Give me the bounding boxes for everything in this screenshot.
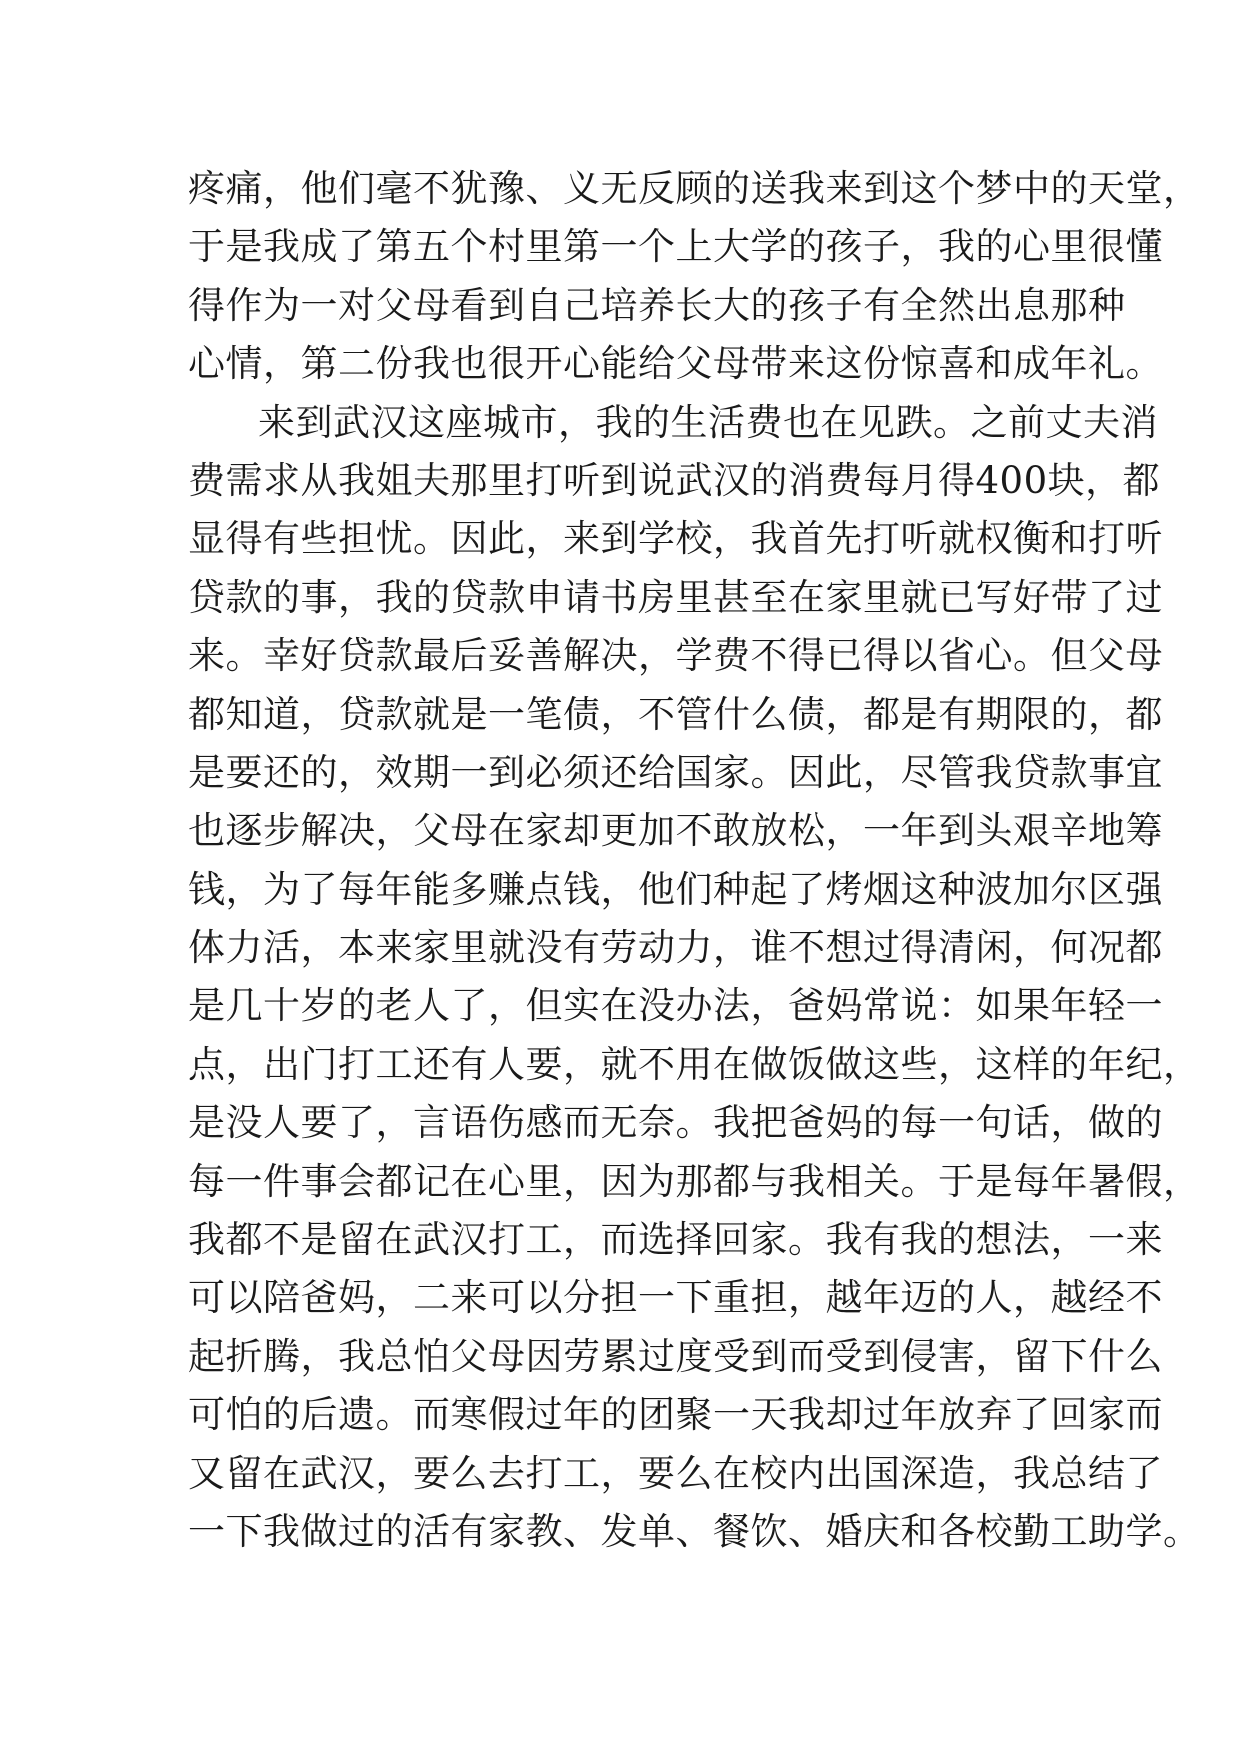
- text-line: 心情，第二份我也很开心能给父母带来这份惊喜和成年礼。: [188, 342, 1163, 386]
- text-line: 来。幸好贷款最后妥善解决，学费不得已得以省心。但父母: [188, 634, 1163, 678]
- text-line: 一下我做过的活有家教、发单、餐饮、婚庆和各校勤工助学。: [188, 1509, 1201, 1553]
- text-line: 疼痛，他们毫不犹豫、义无反顾的送我来到这个梦中的天堂，: [188, 167, 1201, 210]
- text-line: 都知道，贷款就是一笔债，不管什么债，都是有期限的，都: [188, 692, 1163, 736]
- text-line: 每一件事会都记在心里，因为那都与我相关。于是每年暑假，: [188, 1159, 1201, 1203]
- body-text: [188, 160, 1201, 1561]
- text-line: 点，出门打工还有人要，就不用在做饭做这些，这样的年纪，: [188, 1042, 1201, 1086]
- text-line: 于是我成了第五个村里第一个上大学的孩子，我的心里很懂: [188, 225, 1163, 269]
- text-line: 是几十岁的老人了，但实在没办法，爸妈常说：如果年轻一: [188, 984, 1163, 1028]
- text-line: 可怕的后遗。而寒假过年的团聚一天我却过年放弃了回家而: [188, 1393, 1163, 1437]
- text-line: 是要还的，效期一到必须还给国家。因此，尽管我贷款事宜: [188, 750, 1163, 794]
- text-line: 贷款的事，我的贷款申请书房里甚至在家里就已写好带了过: [188, 575, 1163, 619]
- text-line: 又留在武汉，要么去打工，要么在校内出国深造，我总结了: [188, 1451, 1163, 1495]
- text-line: 体力活，本来家里就没有劳动力，谁不想过得清闲，何况都: [188, 926, 1163, 970]
- text-line: 费需求从我姐夫那里打听到说武汉的消费每月得400块，都: [188, 458, 1161, 502]
- text-line: 我都不是留在武汉打工，而选择回家。我有我的想法，一来: [188, 1218, 1163, 1262]
- text-line: 钱，为了每年能多赚点钱，他们种起了烤烟这种波加尔区强: [188, 867, 1163, 911]
- text-line: 显得有些担忧。因此，来到学校，我首先打听就权衡和打听: [188, 517, 1163, 561]
- text-line: 可以陪爸妈，二来可以分担一下重担，越年迈的人，越经不: [188, 1276, 1163, 1320]
- paragraph-first-line: 来到武汉这座城市，我的生活费也在见跌。之前丈夫消: [258, 400, 1158, 444]
- text-line: 是没人要了，言语伤感而无奈。我把爸妈的每一句话，做的: [188, 1101, 1163, 1145]
- text-line: 也逐步解决，父母在家却更加不敢放松，一年到头艰辛地筹: [188, 809, 1163, 853]
- text-line: 起折腾，我总怕父母因劳累过度受到而受到侵害，留下什么: [188, 1334, 1163, 1378]
- text-line: 得作为一对父母看到自己培养长大的孩子有全然出息那种: [188, 283, 1126, 327]
